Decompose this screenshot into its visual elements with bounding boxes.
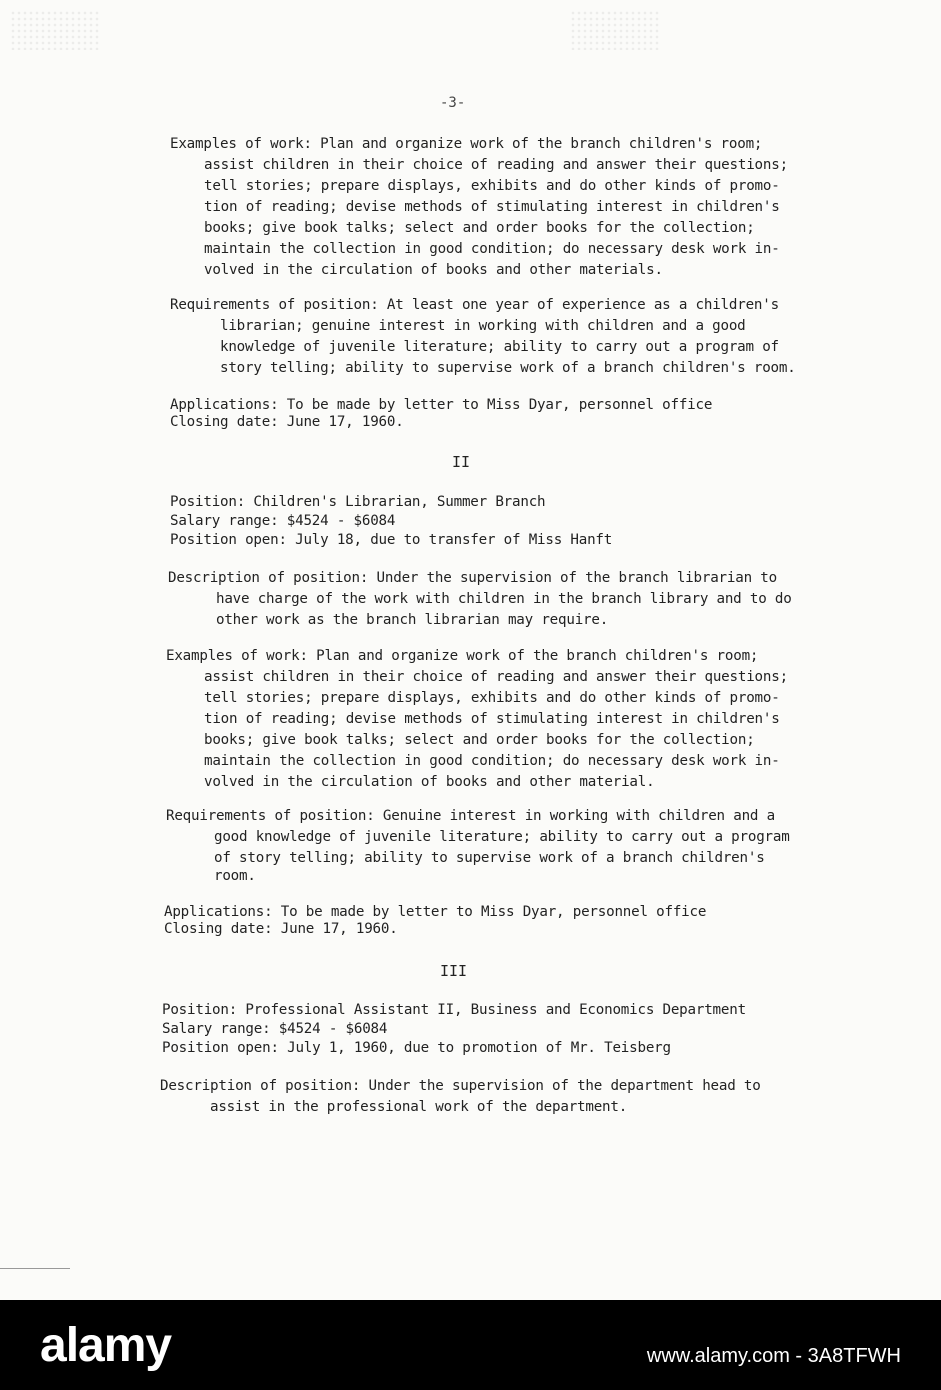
examples-line: books; give book talks; select and order books for the collection; <box>204 220 755 236</box>
description-line: Description of position: Under the supervision of the branch librarian to <box>168 570 777 586</box>
examples-line: assist children in their choice of reading and answer their questions; <box>204 157 788 173</box>
requirements-line: librarian; genuine interest in working with children and a good <box>220 318 746 334</box>
scan-noise <box>10 10 100 50</box>
requirements-line: good knowledge of juvenile literature; ability to carry out a program <box>214 829 790 845</box>
applications: Applications: To be made by letter to Miss Dyar, personnel office <box>164 904 707 920</box>
closing-date: Closing date: June 17, 1960. <box>170 414 404 430</box>
description-line: assist in the professional work of the department. <box>210 1099 628 1115</box>
examples-line: Examples of work: Plan and organize work of the branch children's room; <box>166 648 759 664</box>
examples-line: maintain the collection in good condition; do necessary desk work in- <box>204 241 780 257</box>
watermark-url: www.alamy.com - 3A8TFWH <box>646 1345 901 1367</box>
examples-line: maintain the collection in good condition; do necessary desk work in- <box>204 753 780 769</box>
examples-line: books; give book talks; select and order books for the collection; <box>204 732 755 748</box>
examples-line: volved in the circulation of books and other materials. <box>204 262 663 278</box>
position-title: Position: Children's Librarian, Summer Branch <box>170 494 546 510</box>
position-open: Position open: July 1, 1960, due to promotion of Mr. Teisberg <box>162 1040 671 1056</box>
requirements-line: Requirements of position: Genuine interest in working with children and a <box>166 808 775 824</box>
salary-range: Salary range: $4524 - $6084 <box>170 513 396 529</box>
requirements-line: of story telling; ability to supervise work of a branch children's <box>214 850 765 866</box>
position-title: Position: Professional Assistant II, Business and Economics Department <box>162 1002 746 1018</box>
scan-edge-mark <box>0 1268 70 1269</box>
salary-range: Salary range: $4524 - $6084 <box>162 1021 388 1037</box>
requirements-line: knowledge of juvenile literature; ability to carry out a program of <box>220 339 779 355</box>
section-numeral: II <box>452 453 471 471</box>
examples-line: tion of reading; devise methods of stimulating interest in children's <box>204 711 780 727</box>
requirements-line: story telling; ability to supervise work of a branch children's room. <box>220 360 796 376</box>
applications: Applications: To be made by letter to Miss Dyar, personnel office <box>170 397 713 413</box>
requirements-line: room. <box>214 868 256 884</box>
description-line: other work as the branch librarian may require. <box>216 612 609 628</box>
examples-line: tion of reading; devise methods of stimulating interest in children's <box>204 199 780 215</box>
requirements-line: Requirements of position: At least one year of experience as a children's <box>170 297 779 313</box>
examples-line: Examples of work: Plan and organize work of the branch children's room; <box>170 136 763 152</box>
scan-noise <box>570 10 660 50</box>
page-number: -3- <box>440 95 466 111</box>
examples-line: tell stories; prepare displays, exhibits and do other kinds of promo- <box>204 690 780 706</box>
description-line: have charge of the work with children in the branch library and to do <box>216 591 792 607</box>
closing-date: Closing date: June 17, 1960. <box>164 921 398 937</box>
position-open: Position open: July 18, due to transfer of Miss Hanft <box>170 532 613 548</box>
examples-line: assist children in their choice of reading and answer their questions; <box>204 669 788 685</box>
examples-line: tell stories; prepare displays, exhibits and do other kinds of promo- <box>204 178 780 194</box>
description-line: Description of position: Under the supervision of the department head to <box>160 1078 761 1094</box>
watermark-logo: alamy <box>40 1319 172 1372</box>
examples-line: volved in the circulation of books and other material. <box>204 774 655 790</box>
section-numeral: III <box>440 962 468 980</box>
